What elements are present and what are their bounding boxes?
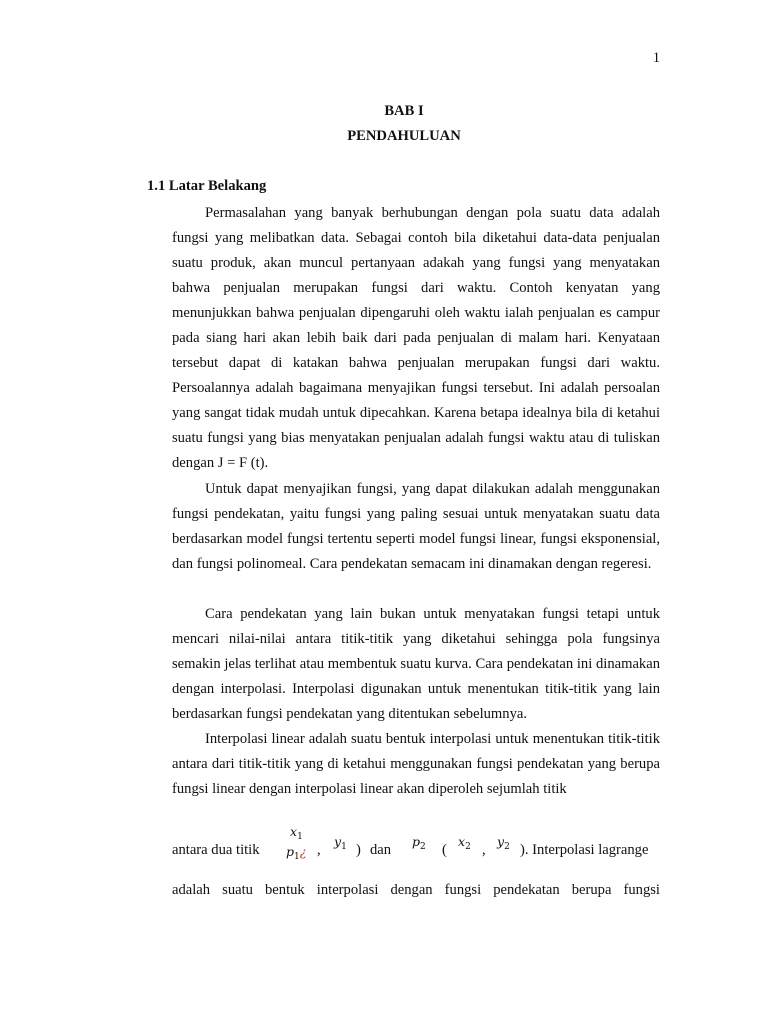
math-x2: $x_2$ <box>458 834 471 852</box>
paragraph: Permasalahan yang banyak berhubungan dengan pola suatu data adalah fungsi yang melibatkan data. Sebagai contoh bila diketahui data-data penjualan suatu produk, akan muncul pertanyaan adakah yang fungsi yang menyatakan bahwa penjualan merupakan fungsi dari waktu. Contoh kenyatan yang menunjukkan bahwa penjualan dipengaruhi oleh waktu ialah penjualan es campur pada siang hari akan lebih baik dari pada penjualan di malam hari. Kenyataan tersebut dapat di katakan bahwa penjualan merupakan fungsi dari waktu. Persoalannya adalah bagaimana menyajikan fungsi tersebut. Ini adalah persoalan yang sangat tidak mudah untuk dipecahkan. Karena betapa idealnya bila di ketahui suatu fungsi yang bias menyatakan penjualan adalah fungsi waktu atau di tuliskan dengan J = F (t). <box>172 205 660 471</box>
math-y2: $y_2$ <box>497 834 510 852</box>
chapter-title: PENDAHULUAN <box>347 128 461 144</box>
math-p2: $p_2$ <box>412 834 426 852</box>
math-comma-2: , <box>482 842 486 858</box>
math-tail-text: ). Interpolasi lagrange <box>520 842 649 858</box>
paragraph-1-block <box>172 201 660 476</box>
section-heading: 1.1 Latar Belakang <box>147 178 267 194</box>
math-p1: $p_1¿$ <box>286 844 307 862</box>
math-and-text: dan <box>370 842 392 858</box>
page-number: 1 <box>652 50 660 66</box>
paragraph-3-block <box>172 602 660 727</box>
paragraph: Cara pendekatan yang lain bukan untuk menyatakan fungsi tetapi untuk mencari nilai-nilai antara titik-titik yang diketahui sehingga pola fungsinya semakin jelas terlihat atau membentuk suatu kurva. Cara pendekatan ini dinamakan dengan interpolasi. Interpolasi digunakan untuk menentukan titik-titik yang lain berdasarkan fungsi pendekatan yang ditentukan sebelumnya. <box>172 606 660 722</box>
math-comma-1: , <box>317 842 321 858</box>
math-y1: $y_1$ <box>334 834 347 852</box>
math-x1: $x_1$ <box>290 824 303 842</box>
paragraph-last-line: adalah suatu bentuk interpolasi dengan fungsi pendekatan berupa fungsi <box>172 882 660 898</box>
paragraph: Untuk dapat menyajikan fungsi, yang dapat dilakukan adalah menggunakan fungsi pendekatan, yaitu fungsi yang paling sesuai untuk menyatakan suatu data berdasarkan model fungsi tertentu seperti model fungsi linear, fungsi eksponensial, dan fungsi polinomeal. Cara pendekatan semacam ini dinamakan dengan regeresi. <box>172 481 660 572</box>
chapter-label: BAB I <box>384 103 424 119</box>
math-close-paren: ) <box>356 842 361 858</box>
paragraph: Interpolasi linear adalah suatu bentuk interpolasi untuk menentukan titik-titik antara dari titik-titik yang di ketahui menggunakan fungsi pendekatan yang berupa fungsi linear dengan interpolasi linear akan diperoleh sejumlah titik <box>172 731 660 797</box>
math-line <box>172 822 660 872</box>
paragraph-4-block <box>172 727 660 802</box>
math-open-paren: ( <box>442 842 447 858</box>
math-p1-extra: ¿ <box>299 844 307 859</box>
math-lead-text: antara dua titik <box>172 842 260 858</box>
paragraph-2-block <box>172 477 660 577</box>
